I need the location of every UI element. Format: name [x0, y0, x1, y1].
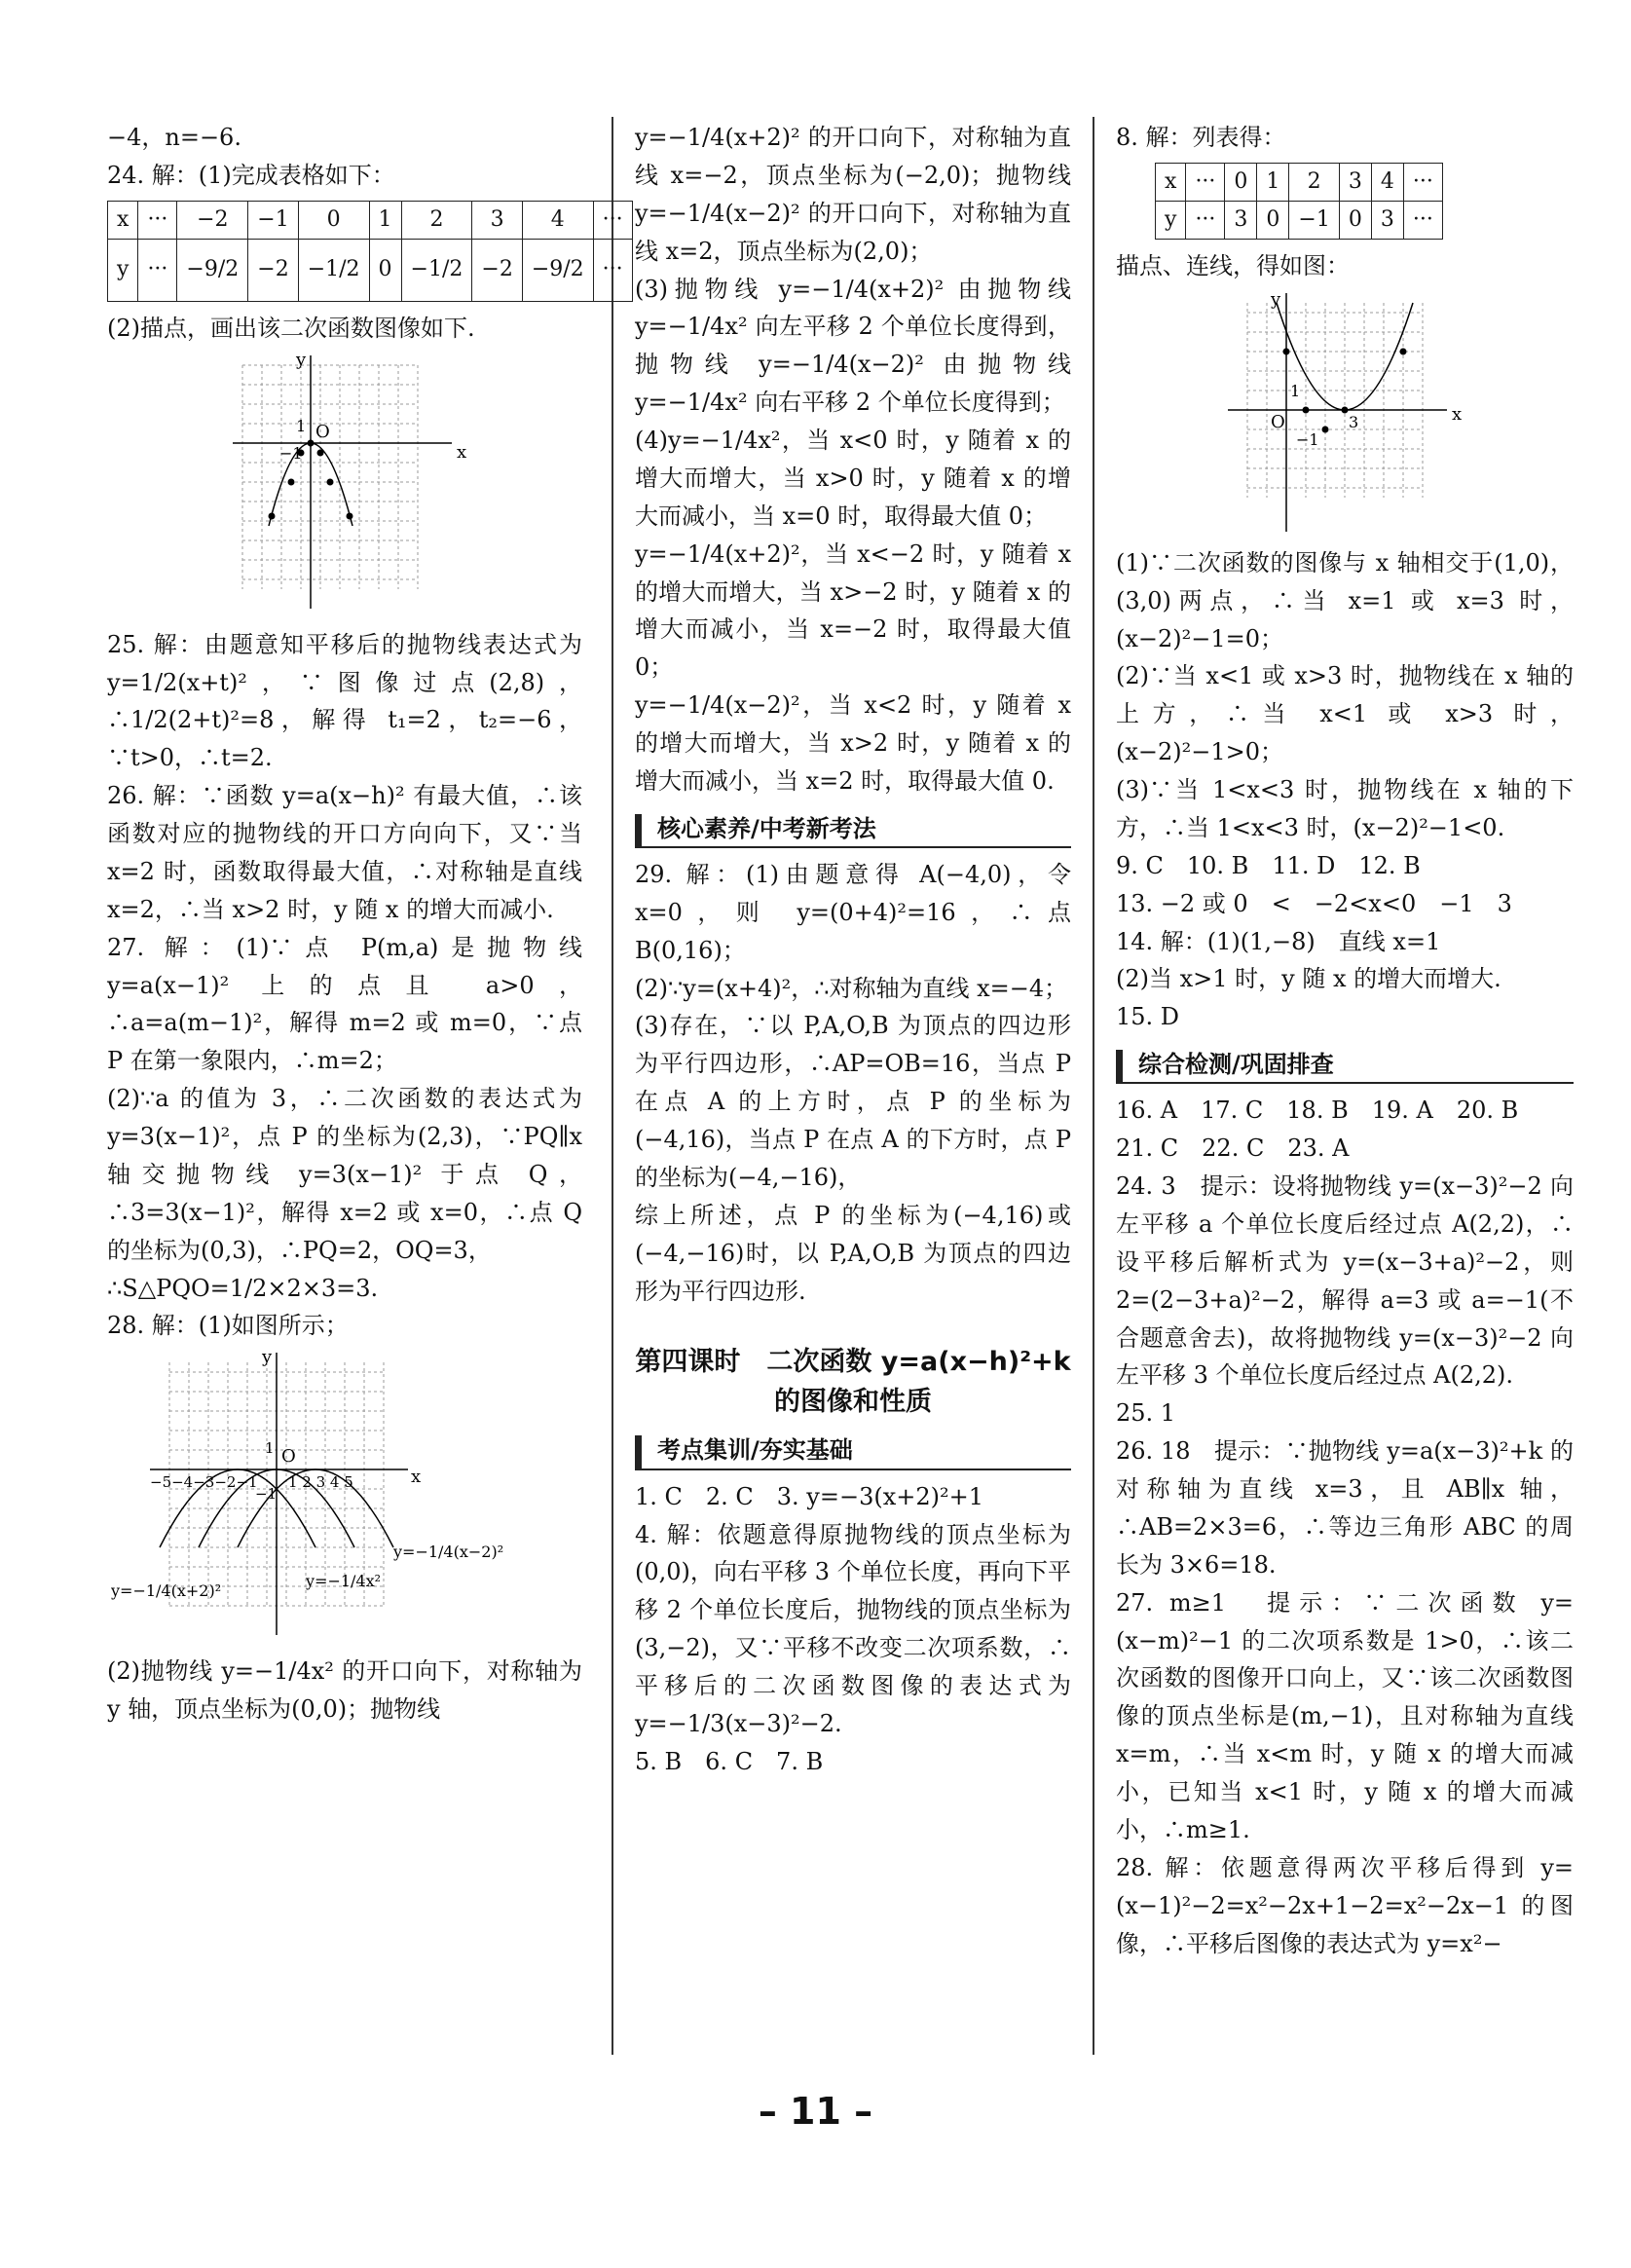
- text-line: y=−1/4(x+2)² 的开口向下，对称轴为直线 x=−2，顶点坐标为(−2,0)；抛物线 y=−1/4(x−2)² 的开口向下，对称轴为直线 x=2，顶点坐标为(2,0)；: [635, 124, 1071, 265]
- answer-line: 15. D: [1116, 1003, 1180, 1031]
- column-right: [1116, 119, 1574, 1962]
- axis-label-x: x: [411, 1467, 422, 1488]
- tick-label: 1: [1290, 381, 1301, 400]
- tick-label: −5−4−3−2−1: [150, 1473, 258, 1492]
- text-line: y=−1/4(x+2)²，当 x<−2 时，y 随着 x 的增大而增大，当 x>−2 时，y 随着 x 的增大而减小，当 x=−2 时，取得最大值 0；: [635, 539, 1071, 682]
- text-line: (2)∵y=(x+4)²，∴对称轴为直线 x=−4；: [635, 974, 1068, 1002]
- axis-label-y: y: [296, 354, 307, 370]
- problem-24: 24. 3 提示：设将抛物线 y=(x−3)²−2 向左平移 a 个单位长度后经过点 A(2,2)，∴设平移后解析式为 y=(x−3+a)²−2，则 2=(2−3+a)²−2，解得 a=3 或 a=−1(不合题意舍去)，故将抛物线 y=(x−3)²−2 向左平移 3 个单位长度后经过点 A(2,2).: [1116, 1172, 1574, 1390]
- text-line: 描点、连线，得如图：: [1116, 251, 1350, 279]
- answer-line: 13. −2 或 0 < −2<x<0 −1 3: [1116, 889, 1512, 917]
- problem-27: 27. m≥1 提示：∵二次函数 y=(x−m)²−1 的二次项系数是 1>0，∴该二次函数的图像开口向上，又∵该二次函数图像的顶点坐标是(m,−1)，且对称轴为直线 x=m，∴当 x<m 时，y 随 x 的增大而减小，已知当 x<1 时，y 随 x 的增大而减小，∴m≥1.: [1116, 1588, 1574, 1843]
- table-row: x ··· 0 1 2 3 4 ···: [1156, 163, 1443, 201]
- answer-line: 5. B 6. C 7. B: [635, 1747, 824, 1775]
- tick-label: 1: [296, 416, 307, 435]
- answer-line: 16. A 17. C 18. B 19. A 20. B: [1116, 1097, 1519, 1125]
- value-table-8: [1155, 163, 1443, 240]
- text-line: (2)抛物线 y=−1/4x² 的开口向下，对称轴为 y 轴，顶点坐标为(0,0)；抛物线: [107, 1657, 582, 1724]
- section-heading: 核心素养/中考新考法: [635, 814, 1071, 848]
- problem-27: 27. 解：(1)∵点 P(m,a)是抛物线 y=a(x−1)² 上的点且 a>0，∴a=a(m−1)²，解得 m=2 或 m=0，∵点 P 在第一象限内，∴m=2；: [107, 933, 582, 1075]
- problem-4: 4. 解：依题意得原抛物线的顶点坐标为(0,0)，向右平移 3 个单位长度，再向下平移 2 个单位长度后，抛物线的顶点坐标为(3,−2)，又∵平移不改变二次项系数，∴平移后的二次函数图像的表达式为 y=−1/3(x−3)²−2.: [635, 1520, 1071, 1737]
- text-line: (2)描点，画出该二次函数图像如下.: [107, 314, 475, 342]
- table-row: y ··· −9/2 −2 −1/2 0 −1/2 −2 −9/2 ···: [108, 239, 633, 301]
- axis-label-y: y: [1271, 292, 1281, 310]
- text-line: ∴S△PQO=1/2×2×3=3.: [107, 1274, 379, 1302]
- origin-label: O: [315, 421, 330, 442]
- graph-figure-28: [111, 1353, 578, 1645]
- lesson-title: 第四课时 二次函数 y=a(x−h)²+k 的图像和性质: [635, 1347, 1071, 1417]
- text-line: y=−1/4(x−2)²，当 x<2 时，y 随着 x 的增大而增大，当 x>2 时，y 随着 x 的增大而减小，当 x=2 时，取得最大值 0.: [635, 691, 1071, 795]
- text-line: (3)存在，∵以 P,A,O,B 为顶点的四边形为平行四边形，∴AP=OB=16，当点 P 在点 A 的上方时，点 P 的坐标为(−4,16)，当点 P 在点 A 的下方时，点 P 的坐标为(−4,−16)，: [635, 1012, 1071, 1191]
- text-line: (2)当 x>1 时，y 随 x 的增大而增大.: [1116, 965, 1501, 993]
- tick-label: −1: [1296, 429, 1319, 449]
- problem-29: 29. 解：(1)由题意得 A(−4,0)，令 x=0，则 y=(0+4)²=16，∴点 B(0,16)；: [635, 860, 1071, 964]
- text-line: 综上所述，点 P 的坐标为(−4,16)或(−4,−16)时，以 P,A,O,B 为顶点的四边形为平行四边形.: [635, 1201, 1071, 1305]
- value-table-24: [107, 201, 633, 302]
- tick-label: 1 2 3 4 5: [288, 1473, 353, 1492]
- text-line: (4)y=−1/4x²，当 x<0 时，y 随着 x 的增大而增大，当 x>0 时，y 随着 x 的增大而减小，当 x=0 时，取得最大值 0；: [635, 427, 1071, 530]
- curve-label: y=−1/4(x+2)²: [111, 1581, 222, 1601]
- column-middle: [635, 119, 1071, 1781]
- problem-26: 26. 18 提示：∵抛物线 y=a(x−3)²+k 的对称轴为直线 x=3，且 AB∥x 轴，∴AB=2×3=6，∴等边三角形 ABC 的周长为 3×6=18.: [1116, 1437, 1574, 1579]
- text-line: −4，n=−6.: [107, 124, 241, 151]
- problem-8: 8. 解：列表得：: [1116, 124, 1286, 151]
- curve-label: y=−1/4(x−2)²: [393, 1543, 504, 1562]
- answer-line: 21. C 22. C 23. A: [1116, 1134, 1350, 1163]
- axis-label-y: y: [262, 1353, 273, 1368]
- tick-label: 3: [1349, 412, 1359, 431]
- problem-28: 28. 解：依题意得两次平移后得到 y=(x−1)²−2=x²−2x+1−2=x²−2x−1 的图像，∴平移后图像的表达式为 y=x²−: [1116, 1853, 1574, 1957]
- graph-figure-8: [1208, 293, 1481, 537]
- origin-label: O: [1271, 411, 1285, 432]
- text-line: (3)∵当 1<x<3 时，抛物线在 x 轴的下方，∴当 1<x<3 时，(x−2)²−1<0.: [1116, 776, 1574, 841]
- axis-label-x: x: [1452, 403, 1463, 425]
- problem-25: 25. 解：由题意知平移后的抛物线表达式为 y=1/2(x+t)²，∵图像过点(2,8)，∴1/2(2+t)²=8，解得 t₁=2，t₂=−6，∵t>0，∴t=2.: [107, 630, 582, 772]
- column-left: [107, 119, 623, 1729]
- text-line: (2)∵当 x<1 或 x>3 时，抛物线在 x 轴的上方，∴当 x<1 或 x>3 时，(x−2)²−1>0；: [1116, 662, 1574, 766]
- answer-line: 9. C 10. B 11. D 12. B: [1116, 851, 1421, 879]
- problem-24: 24. 解：(1)完成表格如下：: [107, 161, 395, 189]
- text-line: (2)∵a 的值为 3，∴二次函数的表达式为 y=3(x−1)²，点 P 的坐标为(2,3)，∵PQ∥x 轴交抛物线 y=3(x−1)² 于点 Q，∴3=3(x−1)²，解得 x=2 或 x=0，∴点 Q 的坐标为(0,3)，∴PQ=2，OQ=3，: [107, 1085, 582, 1264]
- table-row: y ··· 3 0 −1 0 3 ···: [1156, 201, 1443, 239]
- problem-28: 28. 解：(1)如图所示；: [107, 1312, 349, 1340]
- page-number: – 11 –: [758, 2090, 873, 2133]
- problem-14: 14. 解：(1)(1,−8) 直线 x=1: [1116, 927, 1441, 955]
- section-heading: 考点集训/夯实基础: [635, 1435, 1071, 1469]
- text-line: (3)抛物线 y=−1/4(x+2)² 由抛物线 y=−1/4x² 向左平移 2 个单位长度得到，抛物线 y=−1/4(x−2)² 由抛物线 y=−1/4x² 向右平移 2 个单位长度得到；: [635, 275, 1071, 417]
- table-row: x ··· −2 −1 0 1 2 3 4 ···: [108, 201, 633, 239]
- origin-label: O: [281, 1446, 296, 1468]
- graph-figure-24: [213, 355, 476, 618]
- axis-label-x: x: [457, 441, 467, 463]
- text-line: (1)∵二次函数的图像与 x 轴相交于(1,0)，(3,0)两点，∴当 x=1 或 x=3 时，(x−2)²−1=0；: [1116, 548, 1574, 652]
- section-heading: 综合检测/巩固排查: [1116, 1050, 1574, 1084]
- answer-line: 1. C 2. C 3. y=−3(x+2)²+1: [635, 1482, 983, 1510]
- answer-line: 25. 1: [1116, 1399, 1176, 1428]
- tick-label: 1: [265, 1439, 275, 1458]
- tick-label: −1: [255, 1485, 278, 1504]
- problem-26: 26. 解：∵函数 y=a(x−h)² 有最大值，∴该函数对应的抛物线的开口方向向下，又∵当 x=2 时，函数取得最大值，∴对称轴是直线 x=2，∴当 x>2 时，y 随 x 的增大而减小.: [107, 782, 582, 923]
- curve-label: y=−1/4x²: [306, 1572, 382, 1591]
- tick-label: −1: [279, 443, 303, 463]
